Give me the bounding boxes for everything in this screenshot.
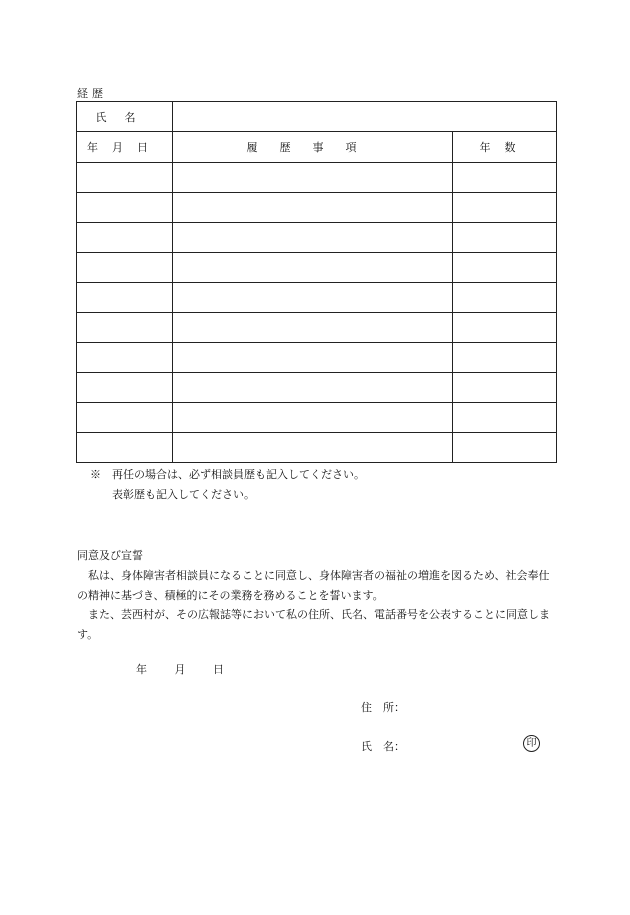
history-cell[interactable] [173,433,453,463]
years-cell[interactable] [453,373,557,403]
history-cell[interactable] [173,223,453,253]
date-cell[interactable] [77,283,173,313]
date-cell[interactable] [77,223,173,253]
signature-name-label: 氏 名： [361,740,405,753]
consent-title: 同意及び宣誓 [77,549,143,562]
years-cell[interactable] [453,283,557,313]
table-row [77,283,557,313]
address-label: 住 所： [361,701,405,714]
table-row [77,253,557,283]
history-cell[interactable] [173,163,453,193]
table-header-row [77,132,557,163]
column-header-date: 年月日 [77,132,173,163]
years-cell[interactable] [453,163,557,193]
date-year-label: 年 [136,663,147,676]
name-field[interactable] [173,102,557,132]
date-cell[interactable] [77,193,173,223]
column-header-years: 年数 [453,132,557,163]
column-header-history: 履歴事項 [173,132,453,163]
table-row [77,343,557,373]
history-cell[interactable] [173,193,453,223]
years-cell[interactable] [453,343,557,373]
years-cell[interactable] [453,313,557,343]
date-line[interactable] [136,661,248,677]
years-cell[interactable] [453,193,557,223]
date-cell[interactable] [77,313,173,343]
years-cell[interactable] [453,223,557,253]
table-row [77,433,557,463]
career-table [76,101,557,463]
date-cell[interactable] [77,373,173,403]
history-cell[interactable] [173,403,453,433]
seal-icon: 印 [523,735,540,752]
note-reappointment: ※ 再任の場合は、必ず相談員歴も記入してください。 [90,468,365,481]
date-cell[interactable] [77,403,173,433]
name-label: 氏名 [77,102,173,132]
history-cell[interactable] [173,253,453,283]
history-cell[interactable] [173,283,453,313]
date-cell[interactable] [77,253,173,283]
table-row [77,313,557,343]
table-row [77,163,557,193]
consent-paragraph-1: 私は、身体障害者相談員になることに同意し、身体障害者の福祉の増進を図るため、社会奉仕の精神に基づき、積極的にその業務を務めることを誓います。 [77,569,550,602]
name-row [77,102,557,132]
years-cell[interactable] [453,433,557,463]
note-awards: 表彰歴も記入してください。 [112,488,255,501]
consent-paragraph-2: また、芸西村が、その広報誌等において私の住所、氏名、電話番号を公表することに同意します。 [77,608,550,641]
history-cell[interactable] [173,343,453,373]
years-cell[interactable] [453,253,557,283]
table-row [77,223,557,253]
date-cell[interactable] [77,343,173,373]
section-title: 経歴 [77,87,107,100]
date-cell[interactable] [77,433,173,463]
date-cell[interactable] [77,163,173,193]
date-day-label: 日 [213,663,224,676]
date-month-label: 月 [174,663,186,676]
table-row [77,193,557,223]
years-cell[interactable] [453,403,557,433]
table-row [77,373,557,403]
history-cell[interactable] [173,313,453,343]
table-row [77,403,557,433]
history-cell[interactable] [173,373,453,403]
